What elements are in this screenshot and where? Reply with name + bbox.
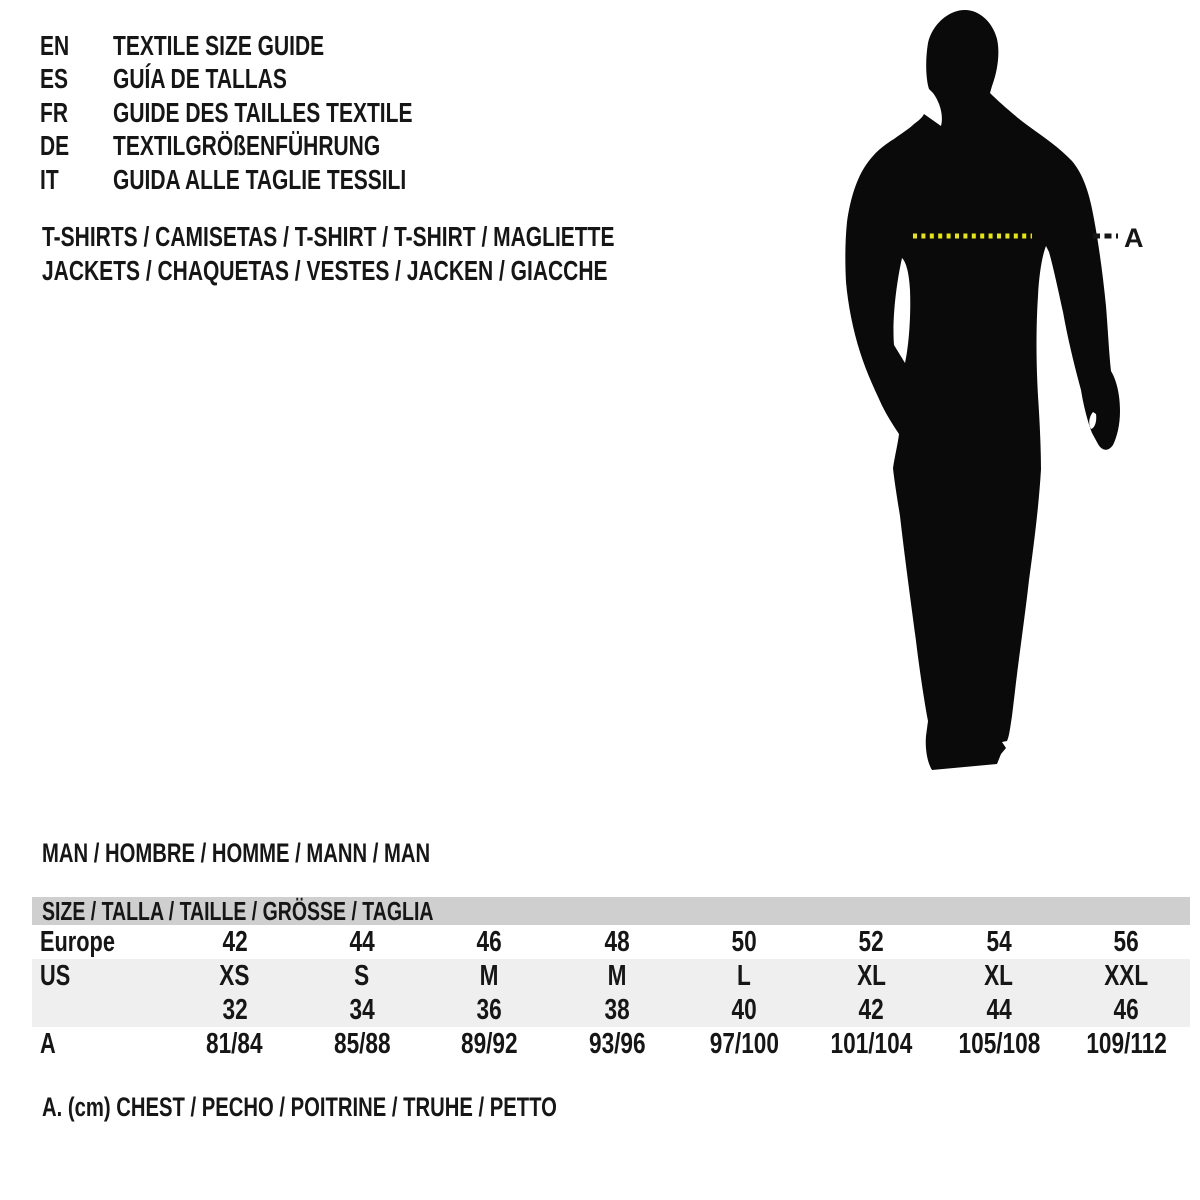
size-value: 89/92 xyxy=(461,1027,518,1060)
row-label: A xyxy=(40,1027,56,1060)
table-row-chest-a xyxy=(32,1027,1190,1061)
size-value: 44 xyxy=(986,993,1012,1026)
language-list xyxy=(40,29,512,197)
size-value: 44 xyxy=(349,925,375,958)
language-code: FR xyxy=(40,96,68,128)
row-label xyxy=(32,994,171,1027)
size-value: 85/88 xyxy=(333,1027,391,1060)
size-value: 42 xyxy=(858,993,885,1026)
size-value: 36 xyxy=(476,993,503,1026)
size-value: 48 xyxy=(604,925,630,958)
language-row-en xyxy=(40,29,512,63)
size-value: 97/100 xyxy=(709,1027,779,1060)
language-code: DE xyxy=(40,130,70,162)
size-value: S xyxy=(354,959,370,992)
size-value: 56 xyxy=(1113,925,1139,958)
language-title: GUIDE DES TAILLES TEXTILE xyxy=(113,96,413,128)
size-value: XXL xyxy=(1104,959,1149,992)
size-value: 93/96 xyxy=(588,1027,646,1060)
language-code: IT xyxy=(40,163,59,195)
size-value: M xyxy=(480,959,499,992)
language-title: TEXTILGRÖßENFÜHRUNG xyxy=(113,130,381,162)
size-value: L xyxy=(737,959,752,992)
language-title: GUIDA ALLE TAGLIE TESSILI xyxy=(113,163,407,195)
language-row-fr xyxy=(40,96,512,130)
language-row-it xyxy=(40,163,512,197)
size-value: 109/112 xyxy=(1086,1027,1167,1060)
section-title-man xyxy=(42,838,559,868)
category-block xyxy=(42,220,805,288)
size-value: XL xyxy=(984,959,1014,992)
language-code: EN xyxy=(40,29,70,61)
size-value: 46 xyxy=(476,925,503,958)
table-row-us xyxy=(32,959,1190,993)
size-value: 54 xyxy=(986,925,1012,958)
size-value: 38 xyxy=(604,993,630,1026)
category-line-jackets: JACKETS / CHAQUETAS / VESTES / JACKEN / GIACCHE xyxy=(42,255,608,286)
size-value: 50 xyxy=(731,925,757,958)
size-value: 101/104 xyxy=(830,1027,913,1060)
footnote-measurement-legend xyxy=(42,1092,729,1122)
size-value: 34 xyxy=(349,993,375,1026)
footnote-text: A. (cm) CHEST / PECHO / POITRINE / TRUHE / PETTO xyxy=(42,1091,557,1122)
row-label: Europe xyxy=(40,925,115,958)
section-title-text: MAN / HOMBRE / HOMME / MANN / MAN xyxy=(42,837,431,868)
size-value: XL xyxy=(857,959,887,992)
man-silhouette xyxy=(820,0,1200,800)
man-silhouette-shape xyxy=(845,10,1120,770)
measurement-label-a: A xyxy=(1124,223,1144,253)
size-value: M xyxy=(607,959,627,992)
size-value: 105/108 xyxy=(958,1027,1040,1060)
size-guide-figure xyxy=(820,0,1200,800)
size-table xyxy=(32,897,1190,1061)
table-header-bar xyxy=(32,897,1190,925)
size-value: 46 xyxy=(1113,993,1139,1026)
size-value: XS xyxy=(219,959,250,992)
language-row-es xyxy=(40,63,512,97)
language-code: ES xyxy=(40,63,69,95)
table-header-text: SIZE / TALLA / TAILLE / GRÖSSE / TAGLIA xyxy=(42,895,434,926)
row-label: US xyxy=(40,959,71,992)
size-value: 32 xyxy=(222,993,248,1026)
size-value: 52 xyxy=(858,925,885,958)
table-row-numeric xyxy=(32,993,1190,1027)
size-value: 40 xyxy=(731,993,757,1026)
size-value: 42 xyxy=(222,925,248,958)
size-value: 81/84 xyxy=(206,1027,263,1060)
language-row-de xyxy=(40,130,512,164)
category-line-tshirts: T-SHIRTS / CAMISETAS / T-SHIRT / T-SHIRT / MAGLIETTE xyxy=(42,221,615,252)
language-title: GUÍA DE TALLAS xyxy=(113,63,287,95)
table-row-europe xyxy=(32,925,1190,959)
language-title: TEXTILE SIZE GUIDE xyxy=(113,29,325,61)
